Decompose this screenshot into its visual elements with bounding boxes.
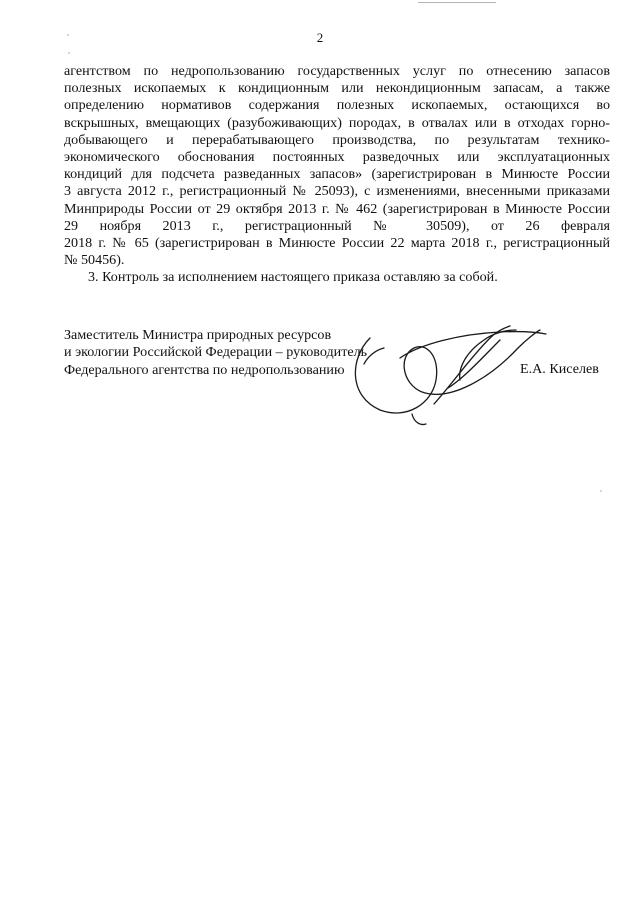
paragraph-item-3: 3. Контроль за исполнением настоящего приказа оставляю за собой.	[88, 269, 498, 286]
scan-speck	[68, 52, 70, 54]
signer-title-line: Заместитель Министра природных ресурсов	[64, 327, 332, 343]
body-line: 3 августа 2012 г., регистрационный № 25093), с изменениями, внесенными приказами	[64, 183, 610, 200]
body-line: экономического обоснования постоянных разведочных или эксплуатационных	[64, 149, 610, 166]
body-line: добывающего и перерабатывающего производства, по результатам технико-	[64, 131, 610, 148]
page-number: 2	[316, 30, 324, 45]
signer-name: Е.А. Киселев	[520, 361, 599, 377]
body-line: № 50456).	[64, 252, 125, 269]
scan-artifact-line	[418, 2, 496, 3]
body-line: Минприроды России от 29 октября 2013 г. № 462 (зарегистрирован в Минюсте России	[64, 200, 610, 217]
body-line: определению нормативов содержания полезных ископаемых, остающихся во	[64, 97, 610, 114]
scan-speck	[600, 490, 602, 492]
signer-title-line: Федерального агентства по недропользованию	[64, 361, 345, 378]
body-line: агентством по недропользованию государственных услуг по отнесению запасов	[64, 63, 610, 79]
body-line: кондиций для подсчета разведанных запасов» (зарегистрирован в Минюсте России	[64, 166, 610, 183]
body-line: полезных ископаемых к кондиционным или некондиционным запасам, а также	[64, 80, 610, 97]
signer-title-line: и экологии Российской Федерации – руководитель	[64, 344, 368, 361]
document-body	[64, 63, 610, 287]
body-line: 29 ноября 2013 г., регистрационный № 30509), от 26 февраля	[64, 217, 610, 234]
body-line: вскрышных, вмещающих (разубоживающих) породах, в отвалах или в отходах горно-	[64, 114, 610, 131]
signer-title-block	[64, 327, 367, 379]
body-line: 2018 г. № 65 (зарегистрирован в Минюсте России 22 марта 2018 г., регистрационный	[64, 235, 610, 252]
